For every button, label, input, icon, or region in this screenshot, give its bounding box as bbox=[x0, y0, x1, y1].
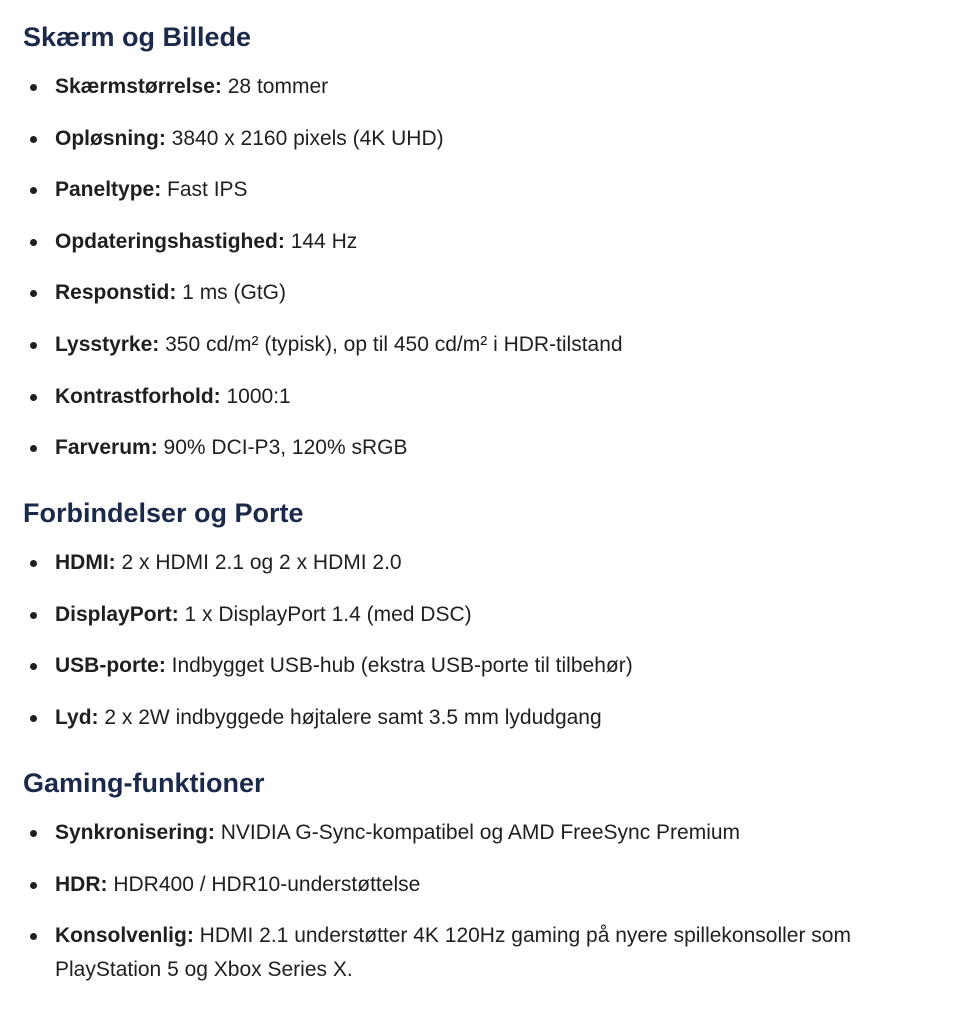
section-title: Forbindelser og Porte bbox=[23, 498, 304, 529]
spec-key: DisplayPort: bbox=[55, 602, 179, 626]
spec-item bbox=[23, 816, 955, 850]
spec-item bbox=[23, 173, 955, 207]
bullet-icon bbox=[30, 663, 37, 670]
spec-value: 28 tommer bbox=[221, 75, 329, 98]
spec-key: Lysstyrke: bbox=[55, 332, 160, 356]
spec-value: NVIDIA G-Sync-kompatibel og AMD FreeSync Premium bbox=[214, 820, 741, 844]
spec-list bbox=[23, 546, 960, 735]
spec-key: Opløsning: bbox=[55, 126, 166, 150]
spec-item bbox=[23, 380, 955, 414]
spec-item bbox=[23, 868, 955, 902]
spec-key: HDMI: bbox=[55, 551, 116, 575]
spec-item bbox=[23, 225, 955, 259]
spec-value: 350 cd/m² (typisk), op til 450 cd/m² i HDR-tilstand bbox=[159, 332, 623, 356]
bullet-icon bbox=[30, 187, 37, 194]
spec-value: Fast IPS bbox=[161, 178, 248, 202]
spec-value: 3840 x 2160 pixels (4K UHD) bbox=[165, 126, 444, 150]
spec-value: 1000:1 bbox=[220, 384, 291, 408]
spec-value: HDMI 2.1 understøtter 4K 120Hz gaming på nyere spillekonsoller som PlayStation 5 og Xbox Series X. bbox=[55, 924, 851, 982]
spec-key: Skærmstørrelse: bbox=[55, 75, 222, 98]
spec-key: Responstid: bbox=[55, 281, 177, 305]
bullet-icon bbox=[30, 612, 37, 619]
spec-key: Synkronisering: bbox=[55, 820, 215, 844]
spec-key: Paneltype: bbox=[55, 178, 162, 202]
spec-item bbox=[23, 701, 955, 735]
spec-value: 1 ms (GtG) bbox=[176, 281, 287, 305]
bullet-icon bbox=[30, 830, 37, 837]
spec-item bbox=[23, 328, 955, 362]
bullet-icon bbox=[30, 136, 37, 143]
bullet-icon bbox=[30, 445, 37, 452]
bullet-icon bbox=[30, 394, 37, 401]
spec-key: HDR: bbox=[55, 872, 108, 896]
spec-key: Farverum: bbox=[55, 436, 158, 460]
spec-key: Lyd: bbox=[55, 705, 99, 729]
section-title: Skærm og Billede bbox=[23, 22, 252, 52]
spec-item bbox=[23, 431, 955, 465]
bullet-icon bbox=[30, 342, 37, 349]
spec-key: Konsolvenlig: bbox=[55, 924, 194, 948]
spec-value: HDR400 / HDR10-understøttelse bbox=[107, 872, 421, 896]
spec-item bbox=[23, 70, 955, 104]
spec-value: Indbygget USB-hub (ekstra USB-porte til tilbehør) bbox=[165, 654, 633, 678]
bullet-icon bbox=[30, 239, 37, 246]
spec-value: 90% DCI-P3, 120% sRGB bbox=[157, 436, 408, 460]
spec-list bbox=[23, 70, 960, 465]
spec-list bbox=[23, 816, 960, 987]
bullet-icon bbox=[30, 882, 37, 889]
spec-item bbox=[23, 598, 955, 632]
bullet-icon bbox=[30, 290, 37, 297]
spec-item bbox=[23, 122, 955, 156]
spec-value: 144 Hz bbox=[284, 229, 358, 253]
bullet-icon bbox=[30, 933, 37, 940]
spec-key: USB-porte: bbox=[55, 654, 166, 678]
bullet-icon bbox=[30, 715, 37, 722]
section-title: Gaming-funktioner bbox=[23, 767, 265, 798]
spec-item bbox=[23, 919, 955, 987]
spec-item bbox=[23, 276, 955, 310]
spec-value: 2 x 2W indbyggede højtalere samt 3.5 mm lydudgang bbox=[98, 705, 602, 729]
spec-value: 2 x HDMI 2.1 og 2 x HDMI 2.0 bbox=[115, 551, 402, 575]
spec-item bbox=[23, 546, 955, 580]
section-gaming bbox=[23, 764, 960, 987]
spec-key: Kontrastforhold: bbox=[55, 384, 221, 408]
spec-value: 1 x DisplayPort 1.4 (med DSC) bbox=[178, 602, 472, 626]
bullet-icon bbox=[30, 560, 37, 567]
section-display bbox=[23, 18, 960, 465]
spec-item bbox=[23, 649, 955, 683]
spec-key: Opdateringshastighed: bbox=[55, 229, 285, 253]
bullet-icon bbox=[30, 84, 37, 91]
section-connections bbox=[23, 494, 960, 735]
